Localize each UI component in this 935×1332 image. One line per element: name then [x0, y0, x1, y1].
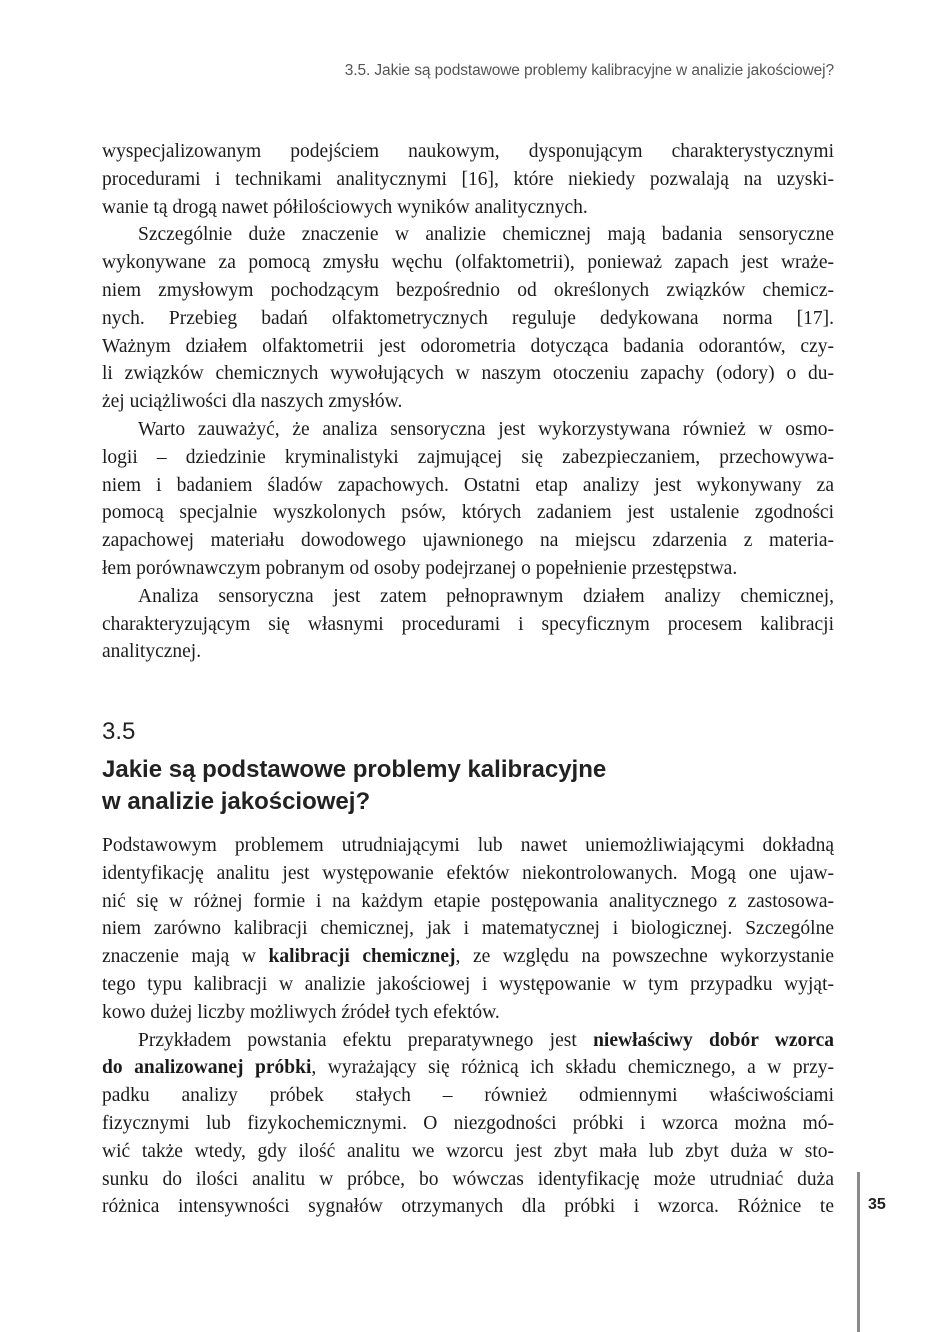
text-line: Warto zauważyć, że analiza sensoryczna jest wykorzystywana również w osmo- — [138, 418, 834, 440]
text-span: , ze względu na powszechne wykorzystanie — [455, 946, 835, 968]
text-line: charakteryzującym się własnymi procedurami i specyficznym procesem kalibracji — [102, 613, 834, 635]
text-line: Podstawowym problemem utrudniającymi lub nawet uniemożliwiającymi dokładną — [102, 835, 834, 856]
text-line: logii – dziedzinie kryminalistyki zajmującej się zabezpieczaniem, przechowywa- — [102, 446, 834, 468]
text-line — [102, 1027, 834, 1055]
text-span: Przykładem powstania efektu preparatywnego jest — [138, 1029, 594, 1051]
section-number: 3.5 — [102, 718, 136, 745]
text-line: niem zarówno kalibracji chemicznej, jak i matematycznej i biologicznej. Szczególne — [102, 918, 834, 940]
body-text-continued — [102, 138, 834, 666]
section-title-line: w analizie jakościowej? — [102, 788, 371, 815]
section-body-text — [102, 832, 834, 1221]
text-line: wić także wtedy, gdy ilość analitu we wzorcu jest zbyt mała lub zbyt duża w sto- — [102, 1140, 834, 1162]
text-line: padku analizy próbek stałych – również odmiennymi właściwościami — [102, 1085, 834, 1107]
text-line: Szczególnie duże znaczenie w analizie chemicznej mają badania sensoryczne — [138, 224, 834, 246]
text-line: sunku do ilości analitu w próbce, bo wówczas identyfikację może utrudniać duża — [102, 1168, 834, 1190]
text-line: pomocą specjalnie wyszkolonych psów, których zadaniem jest ustalenie zgodności — [102, 502, 834, 524]
text-line: niem i badaniem śladów zapachowych. Ostatni etap analizy jest wykonywany za — [102, 474, 834, 496]
text-line: wyspecjalizowanym podejściem naukowym, dysponującym charakterystycznymi — [102, 141, 834, 162]
bold-term: niewłaściwy dobór wzorca — [593, 1029, 834, 1051]
text-line: fizycznymi lub fizykochemicznymi. O niezgodności próbki i wzorca można mó- — [102, 1112, 834, 1134]
text-span: znaczenie mają w — [102, 946, 269, 968]
page-number: 35 — [868, 1196, 886, 1213]
bold-term: do analizowanej próbki — [102, 1057, 312, 1079]
text-line: nić się w różnej formie i na każdym etapie postępowania analitycznego z zastosowa- — [102, 890, 834, 912]
text-line: nych. Przebieg badań olfaktometrycznych reguluje dedykowana norma [17]. — [102, 307, 834, 329]
text-line: wanie tą drogą nawet półilościowych wyników analitycznych. — [102, 196, 588, 218]
text-line: żej uciążliwości dla naszych zmysłów. — [102, 391, 403, 413]
text-line: identyfikację analitu jest występowanie efektów niekontrolowanych. Mogą one ujaw- — [102, 862, 834, 884]
text-line: łem porównawczym pobranym od osoby podejrzanej o popełnienie przestępstwa. — [102, 557, 738, 579]
text-line — [102, 1054, 834, 1082]
text-line: zapachowej materiału dowodowego ujawnionego na miejscu zdarzenia z materia- — [102, 530, 834, 552]
text-line: Ważnym działem olfaktometrii jest odorometria dotycząca badania odorantów, czy- — [102, 335, 834, 357]
text-line — [102, 943, 834, 971]
running-header: 3.5. Jakie są podstawowe problemy kalibracyjne w analizie jakościowej? — [344, 62, 834, 79]
section-title-line: Jakie są podstawowe problemy kalibracyjne — [102, 756, 607, 783]
section-title — [102, 754, 702, 818]
text-line: niem zmysłowym pochodzącym bezpośrednio od określonych związków chemicz- — [102, 279, 834, 301]
text-line: Analiza sensoryczna jest zatem pełnoprawnym działem analizy chemicznej, — [138, 585, 834, 607]
bold-term: kalibracji chemicznej — [268, 946, 456, 968]
text-line: różnica intensywności sygnałów otrzymanych dla próbki i wzorca. Różnice te — [102, 1196, 834, 1218]
text-line: li związków chemicznych wywołujących w naszym otoczeniu zapachy (odory) o du- — [102, 363, 834, 385]
text-line: tego typu kalibracji w analizie jakościowej i występowanie w tym przypadku wyjąt- — [102, 973, 834, 995]
text-span: , wyrażający się różnicą ich składu chemicznego, a w przy- — [311, 1057, 834, 1079]
text-line: kowo dużej liczby możliwych źródeł tych efektów. — [102, 1001, 500, 1023]
text-line: procedurami i technikami analitycznymi [16], które niekiedy pozwalają na uzyski- — [102, 168, 834, 190]
page-margin-rule — [857, 1172, 860, 1332]
text-line: analitycznej. — [102, 641, 202, 663]
text-line: wykonywane za pomocą zmysłu węchu (olfaktometrii), ponieważ zapach jest wraże- — [102, 252, 834, 274]
